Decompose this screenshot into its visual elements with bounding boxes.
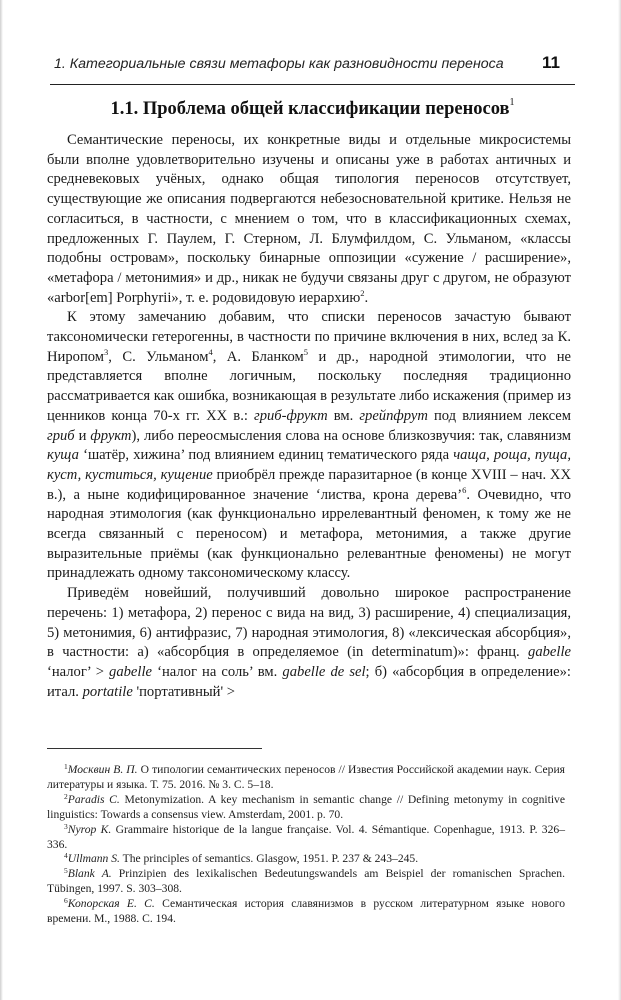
text-run: , С. Ульманом [108, 348, 209, 365]
text-run: К этому замечанию добавим, что списки переносов зачастую бывают таксономически гетерогенны, в частности по причине включения в них, вслед за К. Ниропом [47, 309, 571, 365]
footnote-text: Семантическая история славянизмов в русском литературном языке нового времени. М., 1988. С. 194. [47, 897, 565, 926]
text-run: и [74, 427, 91, 444]
footnote-text: Metonymization. A key mechanism in semantic change // Defining metonymy in cognitive linguistics: Towards a consensus view. Amsterdam, 2001. p. 70. [47, 792, 565, 821]
italic-term: gabelle [528, 644, 571, 661]
paragraph [47, 131, 571, 308]
header-rule [50, 84, 575, 85]
footnotes [47, 763, 565, 927]
text-run: , А. Бланком [212, 348, 304, 365]
text-run: . [364, 289, 369, 306]
footnote-ref: 5 [303, 346, 309, 357]
text-run: ‘шатёр, хижина’ под влиянием единиц тематического ряда [78, 447, 454, 464]
italic-term: гриб [47, 427, 75, 444]
footnote-ref: 4 [208, 346, 213, 357]
text-run: ‘налог на соль’ вм. [152, 663, 283, 680]
footnote [47, 897, 565, 927]
text-run: Семантические переносы, их конкретные виды и отдельные микросистемы были вполне удовлетворительно изучены и описаны уже в работах античных и средневековых учёных, однако общая типология переносов отсутствует, существующие же описания подвергаются небезосновательной критике. Нельзя не согласиться, в частности, с мнением о том, что в классификационных схемах, предложенных Г. Паулем, Г. Стерном, Л. Блумфилдом, С. Ульманом, «классы подобны островам», поскольку бинарные оппозиции «сужение / расширение», «метафора / метонимия» и др., никак не будучи связаны друг с другом, не образуют «arbor[em] Porphyrii», т. е. родовидовую иерархию [47, 132, 571, 306]
footnote-number: 1 [64, 762, 68, 771]
text-run: и др., народной этимологии, что не представляется вполне логичным, поскольку последняя традиционно рассматривается как ошибка, возникающая в результате либо искажения (пример из ценников конца 70-х гг. XX в.: [47, 348, 571, 424]
italic-term: portatile [82, 683, 133, 700]
footnote-text: The principles of semantics. Glasgow, 1951. P. 237 & 243–245. [119, 852, 419, 866]
footnote-number: 5 [64, 866, 68, 876]
footnote-author: Копорская Е. С. [67, 897, 155, 911]
footnote-number: 6 [64, 896, 68, 906]
footnote-number: 2 [64, 791, 68, 801]
section-title: 1.1. Проблема общей классификации переносов [110, 99, 510, 119]
footnote-ref: 2 [360, 287, 365, 298]
footnote-text: Grammaire historique de la langue française. Vol. 4. Sémantique. Copenhague, 1913. P. 326–336. [47, 822, 565, 851]
footnote-author: Москвин В. П. [67, 763, 138, 776]
running-head: 1. Категориальные связи метафоры как разновидности переноса [54, 56, 504, 72]
footnote [47, 823, 565, 853]
footnote-number: 3 [64, 821, 68, 831]
footnote [47, 867, 565, 897]
footnote [47, 793, 565, 823]
footnote-text: Prinzipien des lexikalischen Bedeutungswandels am Beispiel der romanischen Sprachen. Tübingen, 1997. S. 303–308. [47, 867, 565, 896]
page-number: 11 [542, 53, 560, 72]
text-run: вм. [327, 407, 360, 424]
italic-term: gabelle de sel [282, 663, 366, 680]
paragraph [47, 308, 571, 584]
paragraph [47, 584, 571, 702]
footnote-ref: 3 [104, 346, 109, 357]
text-run: 'портативный' > [132, 683, 235, 700]
footnote-separator [47, 748, 262, 749]
text-run: . Очевидно, что народная этимология (как функционально иррелевантный феномен, к тому же не всегда связанный с переносом) и метафора, метонимия, а также другие выразительные приёмы (как функционально релевантные феномены) не могут принадлежать одному таксономическому классу. [47, 486, 571, 582]
text-run: приобрёл прежде паразитарное (в конце XVIII – нач. XX в.), а ныне кодифицированное значение ‘листва, крона дерева’ [47, 466, 571, 503]
italic-term: фрукт [90, 427, 132, 444]
footnote-author: Blank A. [67, 867, 112, 881]
footnote-ref: 6 [462, 484, 467, 495]
scan-edge-left [0, 0, 3, 1000]
footnote-author: Ullmann S. [67, 852, 120, 866]
italic-term: чаща, роща, пуща, куст, куститься, кущение [47, 447, 571, 483]
italic-term: gabelle [109, 663, 152, 680]
text-run: ; б) «абсорбция в определение»: итал. [47, 663, 571, 700]
footnote [47, 763, 565, 793]
footnote [47, 852, 565, 867]
footnote-author: Paradis C. [67, 792, 120, 806]
footnote-number: 4 [64, 851, 68, 861]
footnote-ref: 1 [509, 97, 515, 108]
text-run: Приведём новейший, получивший довольно широкое распространение перечень: 1) метафора, 2) перенос с вида на вид, 3) расширение, 4) специализация, 5) метонимия, 6) антифразис, 7) народная этимология, 8) «лексическая абсорбция», в частности: а) «абсорбция в определяемое (in determinatum)»: франц. [47, 585, 571, 661]
text-run: ), либо переосмысления слова на основе близкозвучия: так, славянизм [131, 427, 572, 444]
italic-term: гриб-фрукт [254, 407, 328, 424]
italic-term: куща [47, 447, 79, 464]
footnote-text: О типологии семантических переносов // Известия Российской академии наук. Серия литературы и языка. Т. 75. 2016. № 3. С. 5–18. [47, 763, 565, 791]
footnote-author: Nyrop K. [67, 822, 112, 836]
text-run: ‘налог’ > [47, 663, 110, 680]
body-text [47, 131, 571, 702]
italic-term: грейпфрут [359, 407, 428, 424]
text-run: под влиянием лексем [427, 407, 571, 424]
section-heading [60, 97, 565, 120]
